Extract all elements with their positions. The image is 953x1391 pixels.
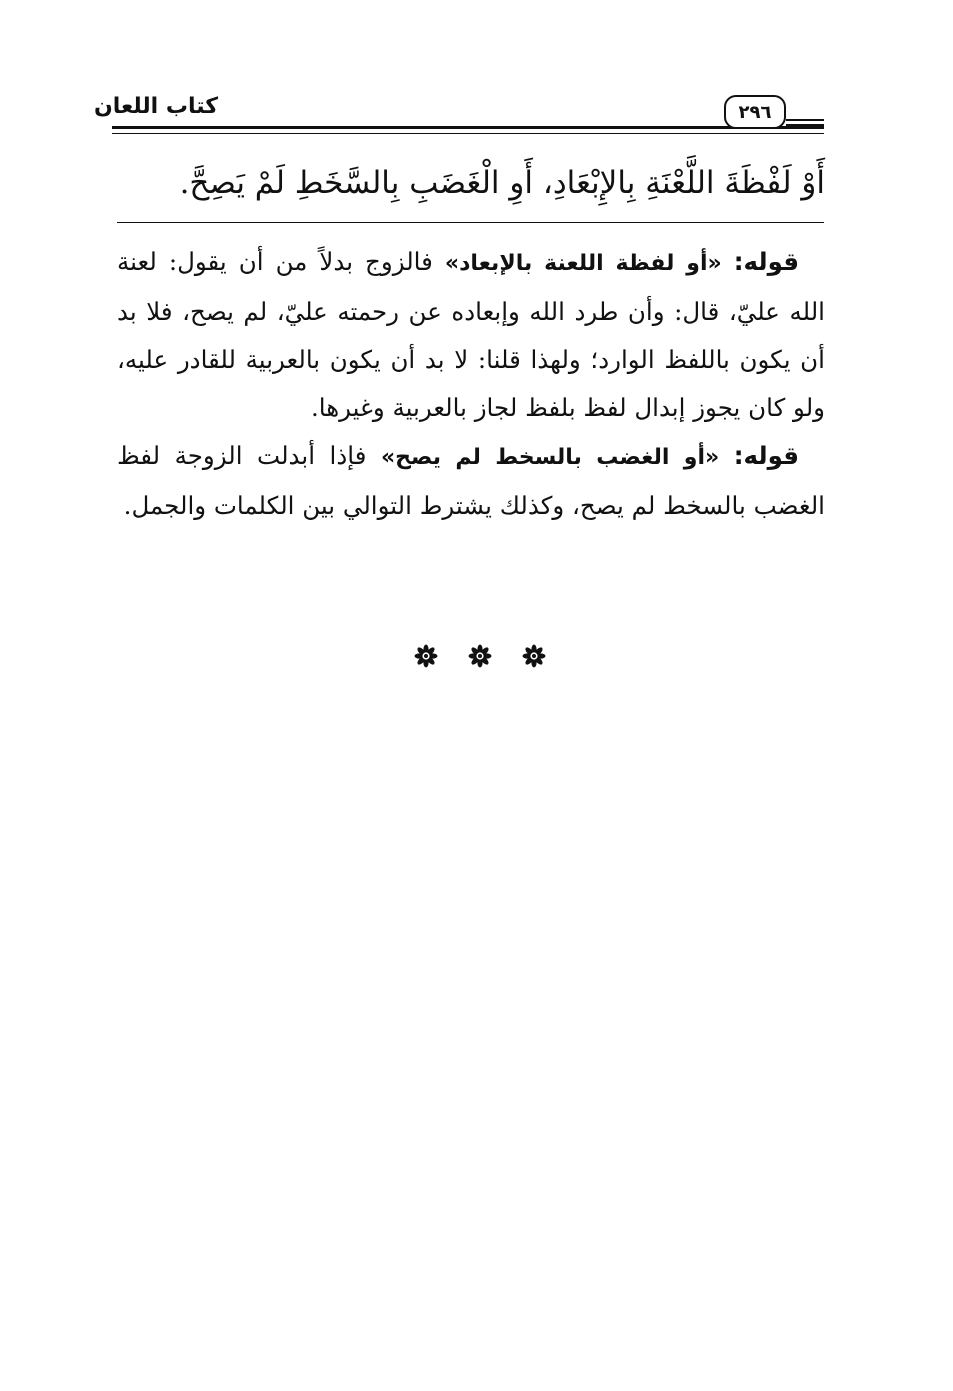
page-header bbox=[93, 88, 824, 138]
flower-ornament-icon bbox=[414, 644, 438, 668]
flower-ornament-icon bbox=[522, 644, 546, 668]
commentary-paragraph bbox=[117, 432, 825, 530]
commentary-paragraph bbox=[117, 238, 825, 432]
matn-text: أَوْ لَفْظَةَ اللَّعْنَةِ بِالإِبْعَادِ، أَوِ الْغَضَبِ بِالسَّخَطِ لَمْ يَصِحَّ. bbox=[179, 165, 825, 201]
matn-separator bbox=[117, 222, 824, 223]
paragraph-body: فالزوج بدلاً من أن يقول: لعنة الله عليّ، قال: وأن طرد الله وإبعاده عن رحمته عليّ، لم يصح، فلا بد أن يكون باللفظ الوارد؛ ولهذا قلنا: لا بد أن يكون بالعربية للقادر عليه، ولو كان يجوز إبدال لفظ بلفظ لجاز بالعربية وغيرها. bbox=[117, 247, 825, 422]
header-rule-right-bottom bbox=[786, 124, 824, 126]
section-end-ornaments bbox=[0, 644, 953, 674]
page-number: ٢٩٦ bbox=[724, 95, 786, 129]
flower-ornament-icon bbox=[468, 644, 492, 668]
quoted-matn: «أو لفظة اللعنة بالإبعاد» bbox=[444, 251, 722, 276]
book-title: كتاب اللعان bbox=[93, 94, 218, 119]
qawluh-label: قوله: bbox=[733, 441, 799, 470]
header-rule-thin bbox=[112, 133, 824, 134]
commentary bbox=[117, 238, 825, 530]
quoted-matn: «أو الغضب بالسخط لم يصح» bbox=[380, 445, 720, 470]
qawluh-label: قوله: bbox=[733, 247, 800, 276]
paragraph-body: فإذا أبدلت الزوجة لفظ الغضب بالسخط لم يصح، وكذلك يشترط التوالي بين الكلمات والجمل. bbox=[117, 441, 825, 520]
header-rule-thick bbox=[112, 126, 824, 129]
header-rule-right-top bbox=[786, 119, 824, 121]
